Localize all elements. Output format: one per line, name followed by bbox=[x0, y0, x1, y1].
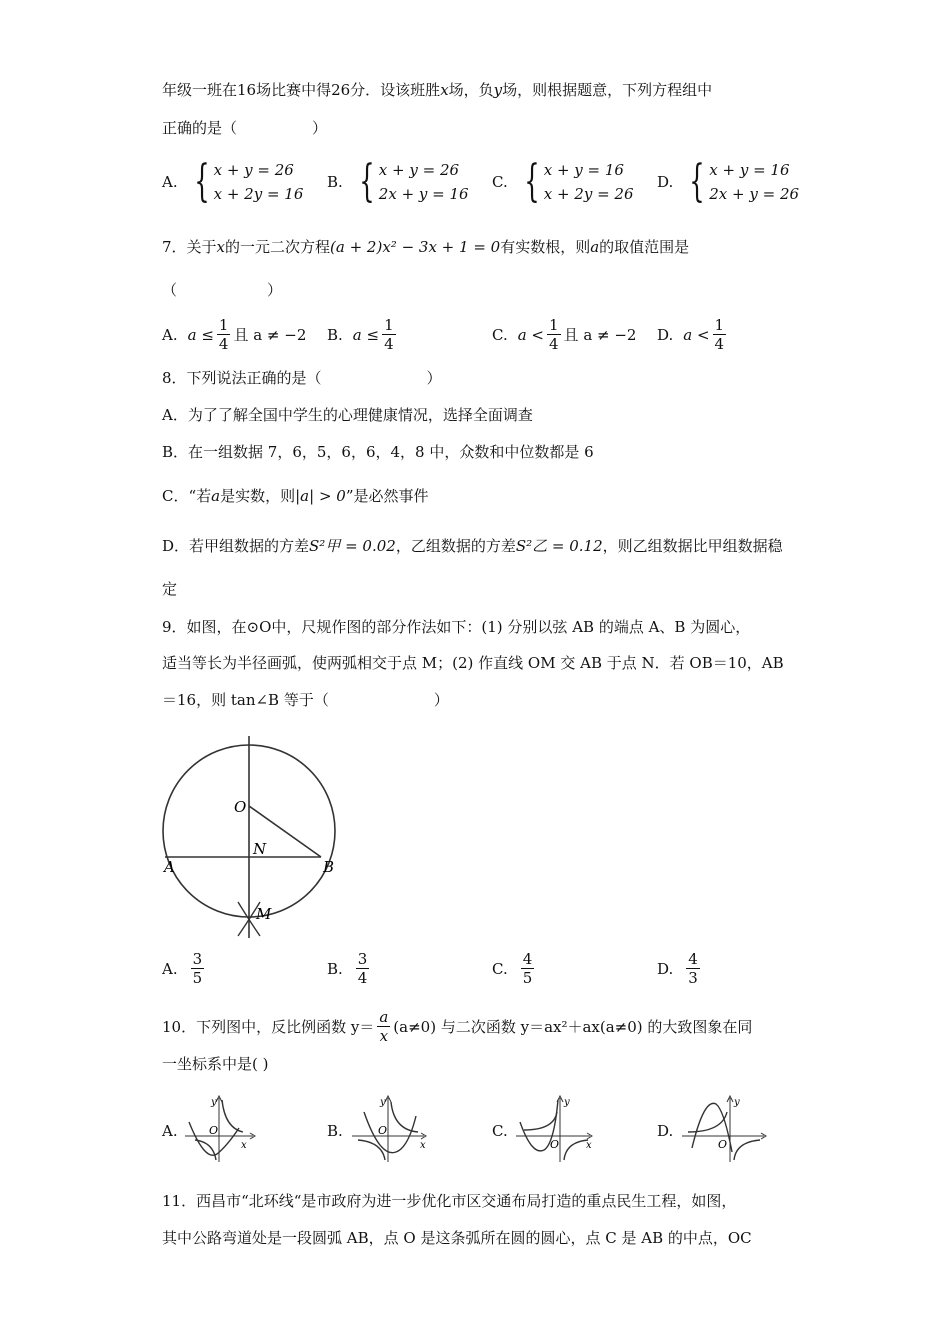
q9-stem-line1: 9．如图，在⊙O中，尺规作图的部分作法如下：(1) 分别以弦 AB 的端点 A、B 为圆心， bbox=[162, 618, 751, 636]
q7-option-a[interactable]: A. a ≤ $\frac{1}{4}$ 且 a ≠ −2 bbox=[162, 316, 307, 353]
svg-text:y: y bbox=[734, 1097, 740, 1108]
q7-option-c[interactable]: C. a < $\frac{1}{4}$ 且 a ≠ −2 bbox=[492, 316, 637, 353]
q10-stem-line1: 10．下列图中，反比例函数 y＝ $\frac{a}{x}$ (a≠0) 与二次函数 y＝ax²＋ax(a≠0) 的大致图象在同 bbox=[162, 1008, 753, 1045]
label-o: O bbox=[234, 798, 247, 816]
q8-option-d-line2: 定 bbox=[162, 580, 178, 598]
q10-option-b[interactable]: B. bbox=[327, 1122, 343, 1140]
parabola-b bbox=[364, 1112, 416, 1153]
q8-stem: 8．下列说法正确的是（ ） bbox=[162, 369, 442, 387]
q10-graph-b[interactable] bbox=[350, 1092, 434, 1164]
q10-option-a[interactable]: A. bbox=[162, 1122, 178, 1140]
q7-stem-line1: 7．关于x的一元二次方程(a + 2)x² − 3x + 1 = 0有实数根，则a的取值范围是 bbox=[162, 238, 690, 256]
q7-option-b[interactable]: B. a ≤ $\frac{1}{4}$ bbox=[327, 316, 394, 353]
svg-text:y: y bbox=[564, 1097, 570, 1108]
q10-graph-c[interactable] bbox=[514, 1092, 602, 1164]
hyperbola-d2 bbox=[734, 1140, 760, 1160]
q9-stem-line2: 适当等长为半径画弧，使两弧相交于点 M；(2) 作直线 OM 交 AB 于点 N．若 OB＝10，AB bbox=[162, 654, 784, 672]
q10-stem-line2: 一坐标系中是( ) bbox=[162, 1055, 269, 1073]
q6-option-a[interactable]: A. { x + y = 26 x + 2y = 16 bbox=[162, 156, 304, 207]
svg-text:O: O bbox=[718, 1138, 728, 1151]
label-n: N bbox=[253, 840, 267, 858]
q6-stem-line2: 正确的是（ ） bbox=[162, 119, 328, 137]
q9-option-b[interactable]: B. $\frac{3}{4}$ bbox=[327, 950, 368, 987]
q9-option-c[interactable]: C. $\frac{4}{5}$ bbox=[492, 950, 533, 987]
hyperbola-b2 bbox=[358, 1140, 385, 1160]
q8-option-b[interactable]: B．在一组数据 7，6，5，6，6，4，8 中，众数和中位数都是 6 bbox=[162, 443, 594, 461]
q8-option-d[interactable]: D．若甲组数据的方差S²甲 = 0.02，乙组数据的方差S²乙 = 0.12，则乙组数据比甲组数据稳 bbox=[162, 537, 783, 555]
hyperbola-c2 bbox=[564, 1140, 588, 1160]
q6-option-b[interactable]: B. { x + y = 26 2x + y = 16 bbox=[327, 156, 469, 207]
svg-text:y: y bbox=[211, 1097, 217, 1108]
svg-text:x: x bbox=[586, 1140, 592, 1151]
svg-text:O: O bbox=[550, 1138, 560, 1151]
q11-stem-line2: 其中公路弯道处是一段圆弧 AB，点 O 是这条弧所在圆的圆心，点 C 是 AB 的中点，OC bbox=[162, 1229, 752, 1247]
q8-option-a[interactable]: A．为了了解全国中学生的心理健康情况，选择全面调查 bbox=[162, 406, 533, 424]
label-a: A bbox=[164, 858, 175, 876]
q9-option-a[interactable]: A. $\frac{3}{5}$ bbox=[162, 950, 203, 987]
q9-stem-line3: ＝16，则 tan∠B 等于（ ） bbox=[162, 691, 449, 709]
svg-text:y: y bbox=[380, 1097, 386, 1108]
q11-stem-line1: 11．西昌市“北环线“是市政府为进一步优化市区交通布局打造的重点民生工程，如图， bbox=[162, 1192, 737, 1210]
label-m: M bbox=[256, 905, 272, 923]
label-b: B bbox=[323, 858, 335, 876]
hyperbola-c1 bbox=[524, 1112, 557, 1130]
q10-graph-a[interactable] bbox=[183, 1092, 263, 1164]
q10-option-c[interactable]: C. bbox=[492, 1122, 508, 1140]
hyperbola-b1 bbox=[391, 1102, 418, 1132]
svg-text:O: O bbox=[378, 1124, 388, 1137]
svg-text:x: x bbox=[241, 1140, 247, 1151]
q7-option-d[interactable]: D. a < $\frac{1}{4}$ bbox=[657, 316, 725, 353]
q7-stem-line2: （ ） bbox=[162, 281, 283, 299]
q9-circle-figure bbox=[150, 720, 360, 945]
q6-option-c[interactable]: C. { x + y = 16 x + 2y = 26 bbox=[492, 156, 634, 207]
svg-text:O: O bbox=[209, 1124, 219, 1137]
q9-option-d[interactable]: D. $\frac{4}{3}$ bbox=[657, 950, 698, 987]
svg-text:x: x bbox=[420, 1140, 426, 1151]
hyperbola-d1 bbox=[688, 1112, 727, 1132]
q6-option-d[interactable]: D. { x + y = 16 2x + y = 26 bbox=[657, 156, 800, 207]
q6-stem-line1: 年级一班在16场比赛中得26分．设该班胜x场，负y场，则根据题意，下列方程组中 bbox=[162, 81, 713, 99]
q10-option-d[interactable]: D. bbox=[657, 1122, 674, 1140]
q8-option-c[interactable]: C．“若a是实数，则|a| > 0”是必然事件 bbox=[162, 487, 429, 505]
hyperbola-a2 bbox=[195, 1140, 216, 1160]
q10-graph-d[interactable] bbox=[680, 1092, 774, 1164]
hyperbola-a1 bbox=[222, 1100, 243, 1132]
